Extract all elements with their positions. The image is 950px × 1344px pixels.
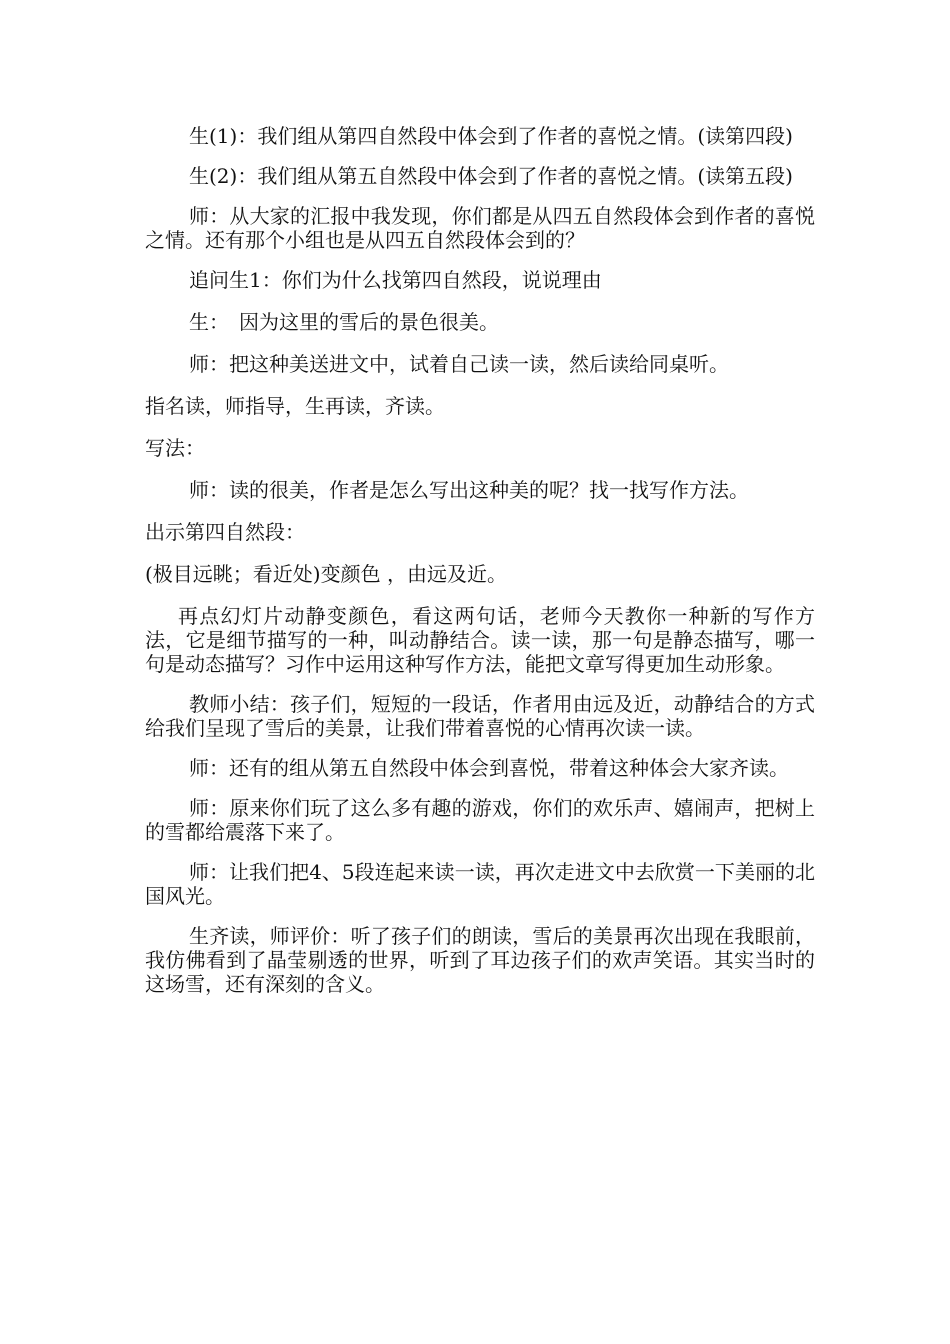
paragraph-dynamic-static-method: 再点幻灯片动静变颜色，看这两句话，老师今天教你一种新的写作方法，它是细节描写的一种，叫动静结合。读一读，那一句是静态描写，哪一句是动态描写？习作中运用这种写作方法，能把文章写得更加生动形象。: [145, 604, 815, 676]
paragraph-student-reason: 生： 因为这里的雪后的景色很美。: [189, 310, 499, 334]
paragraph-read-sections-four-five: 师：让我们把4、5段连起来读一读，再次走进文中去欣赏一下美丽的北国风光。: [145, 860, 815, 908]
paragraph-teacher-conclusion: 教师小结：孩子们，短短的一段话，作者用由远及近，动静结合的方式给我们呈现了雪后的美景，让我们带着喜悦的心情再次读一读。: [145, 692, 815, 740]
paragraph-final-evaluation: 生齐读，师评价：听了孩子们的朗读，雪后的美景再次出现在我眼前，我仿佛看到了晶莹剔透的世界，听到了耳边孩子们的欢声笑语。其实当时的这场雪，还有深刻的含义。: [145, 924, 815, 996]
paragraph-reading-steps: 指名读，师指导，生再读，齐读。: [145, 394, 445, 418]
document-page: [145, 124, 815, 1012]
paragraph-teacher-summary-reports: 师：从大家的汇报中我发现，你们都是从四五自然段体会到作者的喜悦之情。还有那个小组也是从四五自然段体会到的？: [145, 204, 815, 252]
paragraph-student-2-report: 生(2)：我们组从第五自然段中体会到了作者的喜悦之情。(读第五段): [189, 164, 793, 188]
paragraph-follow-up-question: 追问生1：你们为什么找第四自然段，说说理由: [189, 268, 602, 292]
paragraph-fifth-section-reading: 师：还有的组从第五自然段中体会到喜悦，带着这种体会大家齐读。: [189, 756, 789, 780]
paragraph-writing-method-heading: 写法：: [145, 436, 205, 460]
paragraph-teacher-method-question: 师：读的很美，作者是怎么写出这种美的呢？找一找写作方法。: [189, 478, 749, 502]
paragraph-show-fourth-section: 出示第四自然段：: [145, 520, 305, 544]
paragraph-student-1-report: 生(1)：我们组从第四自然段中体会到了作者的喜悦之情。(读第四段): [189, 124, 793, 148]
paragraph-teacher-read-aloud: 师：把这种美送进文中，试着自己读一读，然后读给同桌听。: [189, 352, 729, 376]
paragraph-near-far-note: (极目远眺；看近处)变颜色 ，由远及近。: [145, 562, 507, 586]
paragraph-games-description: 师：原来你们玩了这么多有趣的游戏，你们的欢乐声、嬉闹声，把树上的雪都给震落下来了。: [145, 796, 815, 844]
